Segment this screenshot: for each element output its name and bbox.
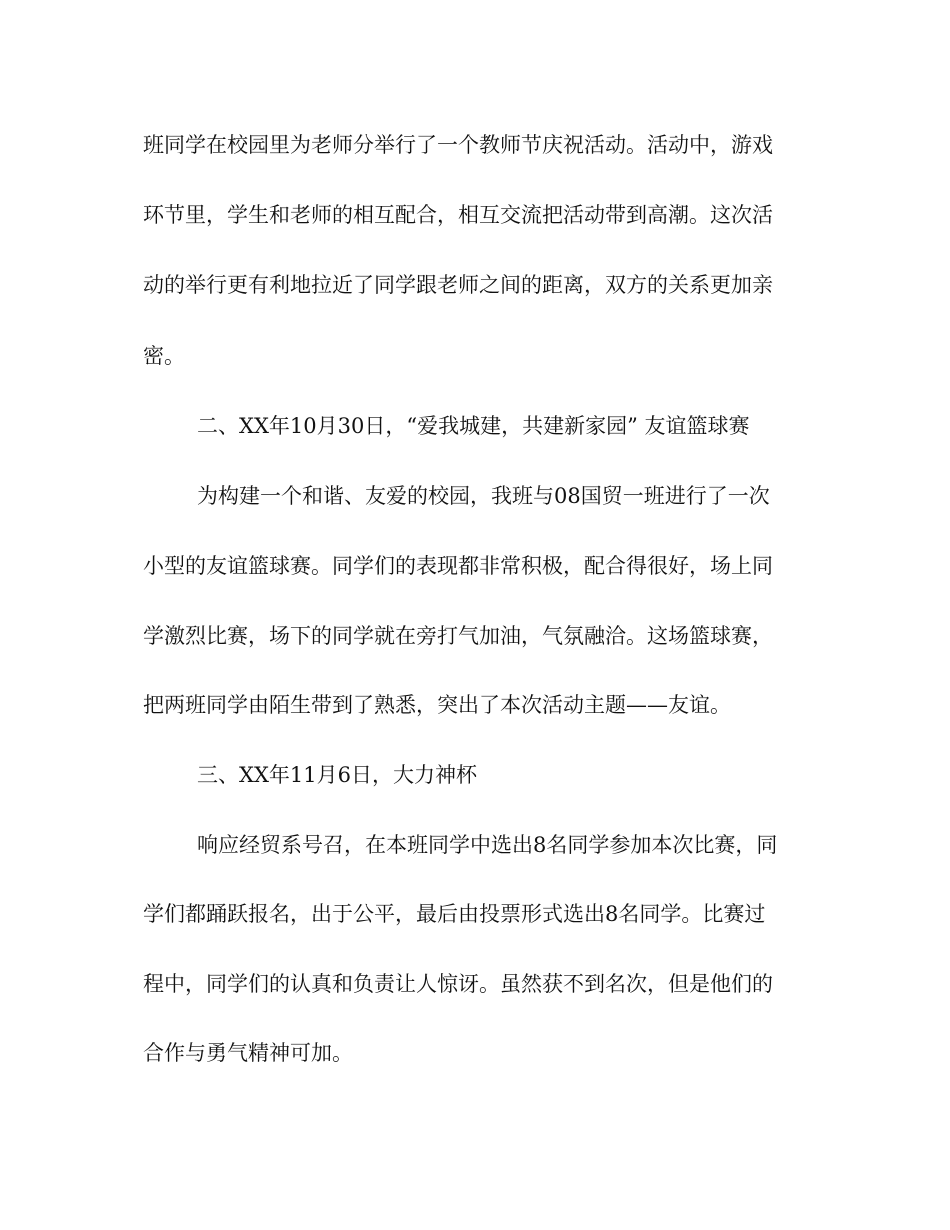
paragraph-line: 小型的友谊篮球赛。同学们的表现都非常积极，配合得很好，场上同 [143, 554, 773, 578]
paragraph-line: 环节里，学生和老师的相互配合，相互交流把活动带到高潮。这次活 [143, 203, 773, 227]
paragraph-line: 学激烈比赛，场下的同学就在旁打气加油，气氛融洽。这场篮球赛， [143, 624, 773, 648]
paragraph-line: 班同学在校园里为老师分举行了一个教师节庆祝活动。活动中，游戏 [143, 133, 773, 157]
section-heading: 三、XX年11月6日，大力神杯 [197, 763, 477, 787]
section-heading: 二、XX年10月30日，“爱我城建，共建新家园” 友谊篮球赛 [197, 414, 750, 438]
paragraph-line: 合作与勇气精神可加。 [143, 1041, 353, 1065]
paragraph-line: 把两班同学由陌生带到了熟悉，突出了本次活动主题——友谊。 [143, 693, 731, 717]
paragraph-line: 为构建一个和谐、友爱的校园，我班与08国贸一班进行了一次 [197, 484, 770, 508]
paragraph-line: 动的举行更有利地拉近了同学跟老师之间的距离，双方的关系更加亲 [143, 273, 773, 297]
paragraph-line: 响应经贸系号召，在本班同学中选出8名同学参加本次比赛，同 [197, 833, 778, 857]
paragraph-line: 程中，同学们的认真和负责让人惊讶。虽然获不到名次，但是他们的 [143, 972, 773, 996]
paragraph-line: 学们都踊跃报名，出于公平，最后由投票形式选出8名同学。比赛过 [143, 902, 766, 926]
paragraph-line: 密。 [143, 344, 185, 368]
